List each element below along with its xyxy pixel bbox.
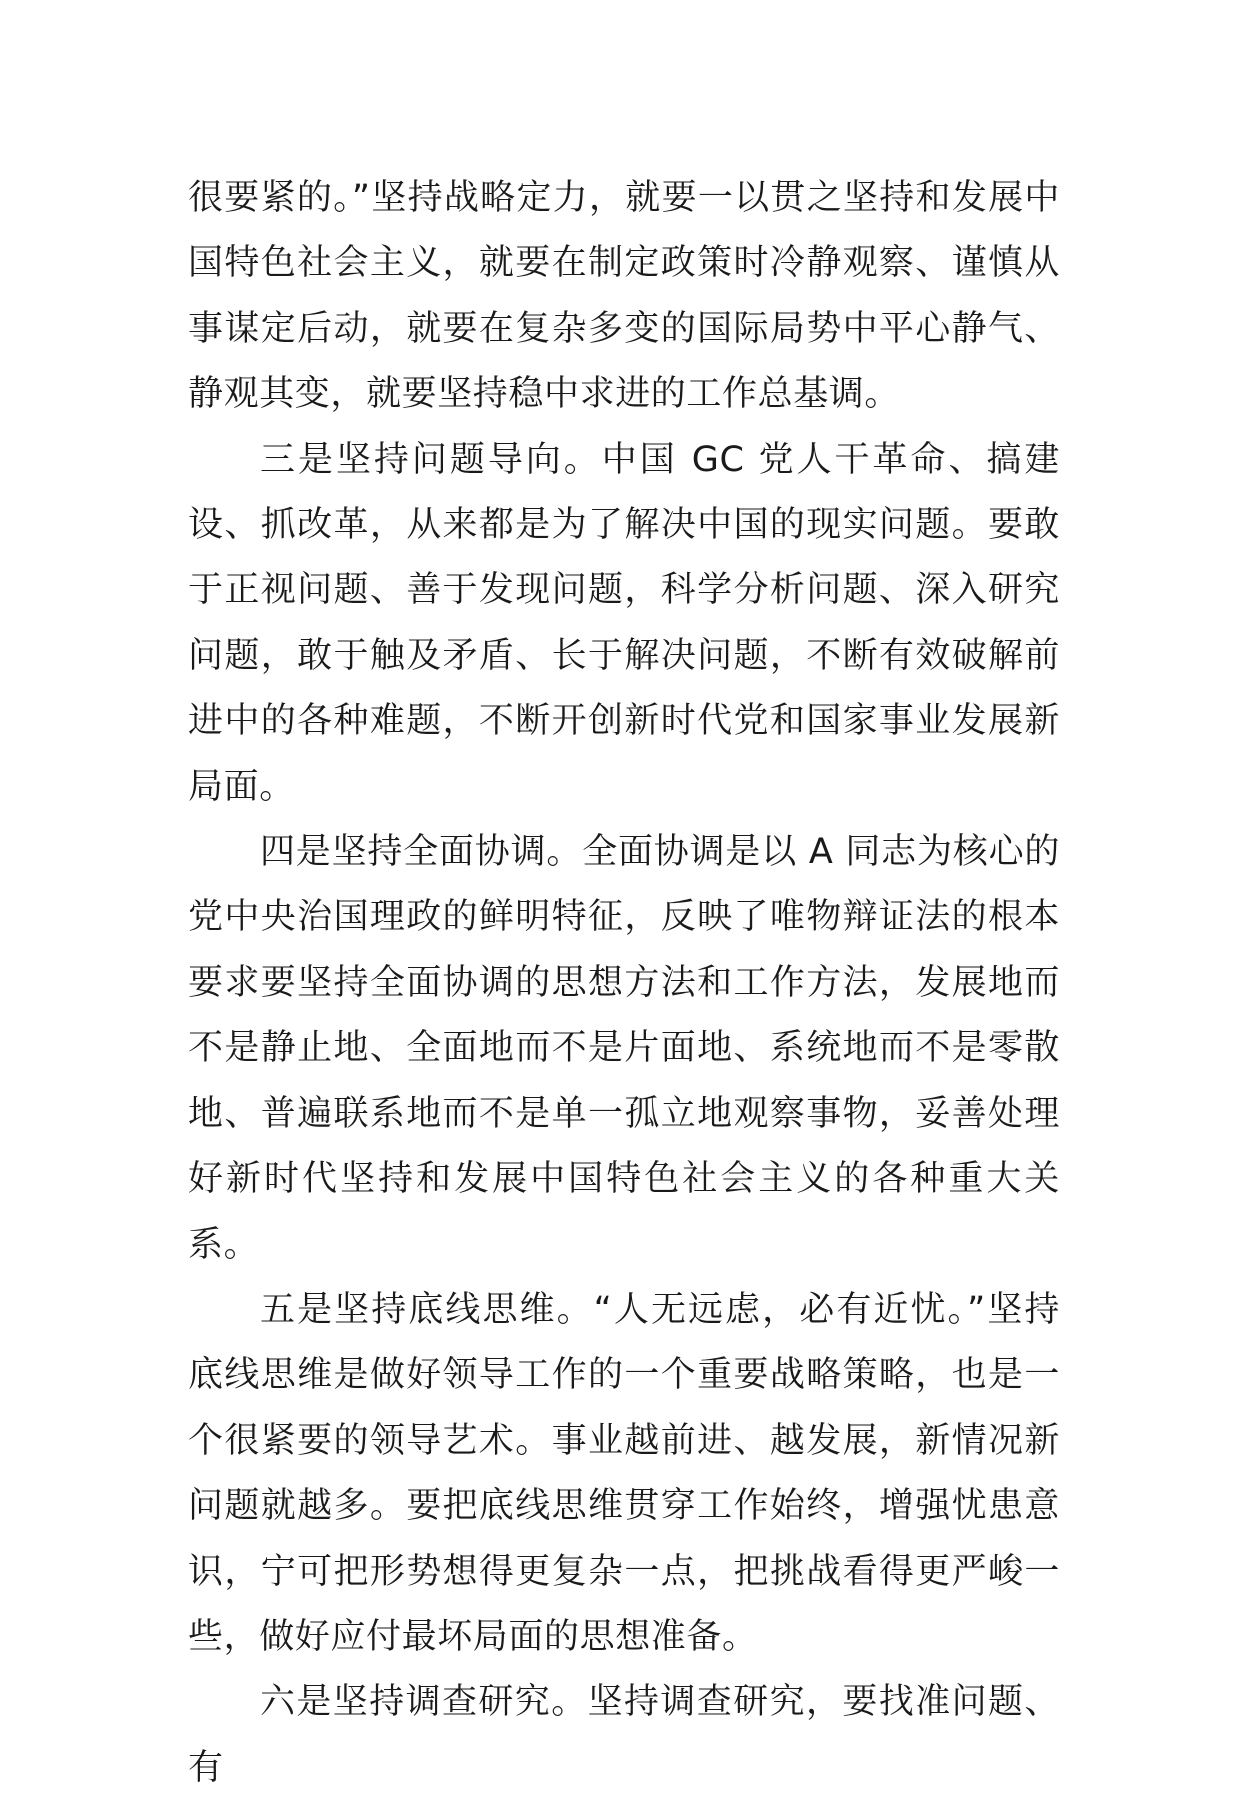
paragraph-overall-coordination: 四是坚持全面协调。全面协调是以 A 同志为核心的党中央治国理政的鲜明特征，反映了唯物辩证法的根本要求要坚持全面协调的思想方法和工作方法，发展地而不是静止地、全面地而不是片面地、系统地而不是零散地、普遍联系地而不是单一孤立地观察事物，妥善处理好新时代坚持和发展中国特色社会主义的各种重大关系。	[188, 832, 1060, 1265]
paragraph-problem-orientation: 三是坚持问题导向。中国 GC 党人干革命、搞建设、抓改革，从来都是为了解决中国的现实问题。要敢于正视问题、善于发现问题，科学分析问题、深入研究问题，敢于触及矛盾、长于解决问题，不断有效破解前进中的各种难题，不断开创新时代党和国家事业发展新局面。	[188, 439, 1060, 807]
document-body	[188, 166, 1060, 1801]
paragraph-continuation: 很要紧的。”坚持战略定力，就要一以贯之坚持和发展中国特色社会主义，就要在制定政策时冷静观察、谨慎从事谋定后动，就要在复杂多变的国际局势中平心静气、静观其变，就要坚持稳中求进的工作总基调。	[188, 178, 1060, 415]
paragraph-investigation-research: 六是坚持调查研究。坚持调查研究，要找准问题、有	[188, 1682, 1060, 1788]
paragraph-bottom-line-thinking: 五是坚持底线思维。“人无远虑，必有近忧。”坚持底线思维是做好领导工作的一个重要战略策略，也是一个很紧要的领导艺术。事业越前进、越发展，新情况新问题就越多。要把底线思维贯穿工作始终，增强忧患意识，宁可把形势想得更复杂一点，把挑战看得更严峻一些，做好应付最坏局面的思想准备。	[188, 1289, 1060, 1657]
